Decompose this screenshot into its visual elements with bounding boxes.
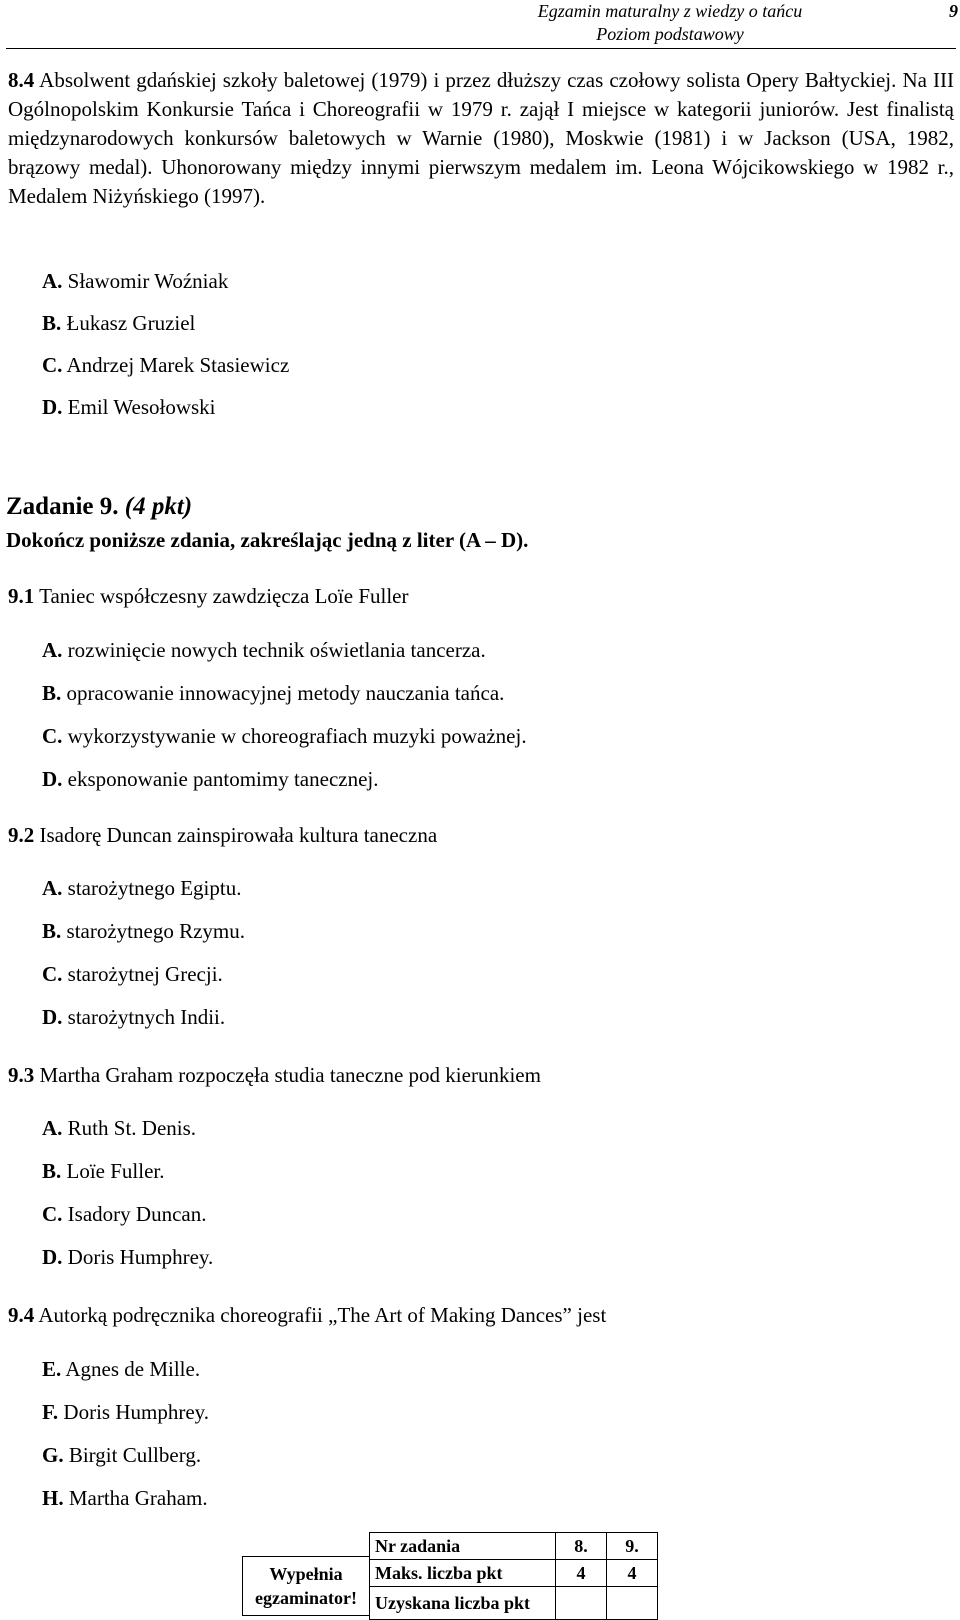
question-number: 9.2 xyxy=(8,823,35,847)
option-letter: C. xyxy=(42,1202,63,1226)
option-text: Birgit Cullberg. xyxy=(68,1443,202,1467)
option-9-4-f[interactable] xyxy=(42,1398,209,1426)
option-8-4-c[interactable] xyxy=(42,351,289,379)
task-points: (4 pkt) xyxy=(124,493,193,520)
option-9-2-d[interactable] xyxy=(42,1003,225,1031)
option-text: starożytnej Grecji. xyxy=(67,962,223,986)
question-9-4 xyxy=(8,1301,606,1329)
examiner-line-1: Wypełnia xyxy=(269,1564,343,1584)
option-letter: C. xyxy=(42,724,63,748)
option-letter: G. xyxy=(42,1443,64,1467)
option-letter: F. xyxy=(42,1400,59,1424)
option-letter: D. xyxy=(42,767,63,791)
option-letter: A. xyxy=(42,638,63,662)
option-text: Isadory Duncan. xyxy=(67,1202,207,1226)
option-letter: D. xyxy=(42,1245,63,1269)
question-text: Absolwent gdańskiej szkoły baletowej (1979) i przez dłuższy czas czołowy solista Opery Bałtyckiej. Na III Ogólnopolskim Konkursie Tańca i Choreografii w 1979 r. zajął I miejsce w kategorii juniorów. Jest finalistą międzynarodowych konkursów baletowych w Warnie (1980), Moskwie (1981) i w Jackson (USA, 1982, brązowy medal). Uhonorowany między innymi pierwszym medalem im. Leona Wójcikowskiego w 1982 r., Medalem Niżyńskiego (1997). xyxy=(8,68,955,208)
option-9-1-c[interactable] xyxy=(42,722,527,750)
option-9-2-a[interactable] xyxy=(42,874,241,902)
score-cell: 8. xyxy=(556,1533,607,1560)
question-number: 9.3 xyxy=(8,1063,35,1087)
question-8-4 xyxy=(8,66,954,211)
option-text: Doris Humphrey. xyxy=(67,1245,214,1269)
option-letter: E. xyxy=(42,1357,62,1381)
option-letter: C. xyxy=(42,962,63,986)
option-9-3-c[interactable] xyxy=(42,1200,206,1228)
option-letter: B. xyxy=(42,919,62,943)
option-text: eksponowanie pantomimy tanecznej. xyxy=(67,767,379,791)
option-letter: A. xyxy=(42,876,63,900)
option-9-1-d[interactable] xyxy=(42,765,379,793)
examiner-line-2: egzaminator! xyxy=(255,1588,357,1608)
question-9-3 xyxy=(8,1061,541,1089)
option-8-4-a[interactable] xyxy=(42,267,228,295)
score-cell: 4 xyxy=(556,1560,607,1587)
question-text: Autorką podręcznika choreografii „The Art of Making Dances” jest xyxy=(38,1303,607,1327)
option-letter: D. xyxy=(42,395,63,419)
option-text: Łukasz Gruziel xyxy=(66,311,196,335)
option-9-4-g[interactable] xyxy=(42,1441,201,1469)
option-9-3-d[interactable] xyxy=(42,1243,213,1271)
option-letter: B. xyxy=(42,311,62,335)
option-8-4-d[interactable] xyxy=(42,393,216,421)
page-header xyxy=(0,0,960,48)
score-row-label: Nr zadania xyxy=(370,1533,556,1560)
question-9-1 xyxy=(8,582,408,610)
option-text: starożytnego Egiptu. xyxy=(67,876,242,900)
header-subtitle: Poziom podstawowy xyxy=(596,24,744,44)
option-text: Emil Wesołowski xyxy=(67,395,216,419)
option-letter: A. xyxy=(42,1116,63,1140)
score-cell: 9. xyxy=(607,1533,658,1560)
option-text: Doris Humphrey. xyxy=(63,1400,210,1424)
option-text: Martha Graham. xyxy=(68,1486,208,1510)
option-letter: B. xyxy=(42,1159,62,1183)
option-letter: H. xyxy=(42,1486,64,1510)
option-text: Loïe Fuller. xyxy=(66,1159,165,1183)
option-text: Agnes de Mille. xyxy=(65,1357,201,1381)
option-letter: B. xyxy=(42,681,62,705)
examiner-label xyxy=(242,1556,370,1616)
option-text: rozwinięcie nowych technik oświetlania tancerza. xyxy=(67,638,486,662)
option-9-3-b[interactable] xyxy=(42,1157,165,1185)
option-text: opracowanie innowacyjnej metody nauczania tańca. xyxy=(66,681,505,705)
score-cell: 4 xyxy=(607,1560,658,1587)
option-letter: D. xyxy=(42,1005,63,1029)
option-9-2-b[interactable] xyxy=(42,917,245,945)
score-table xyxy=(369,1532,658,1620)
score-row-task-numbers xyxy=(370,1533,658,1560)
option-9-1-a[interactable] xyxy=(42,636,486,664)
option-9-1-b[interactable] xyxy=(42,679,504,707)
question-number: 8.4 xyxy=(8,68,35,92)
option-text: Sławomir Woźniak xyxy=(67,269,229,293)
option-letter: A. xyxy=(42,269,63,293)
question-number: 9.4 xyxy=(8,1303,35,1327)
score-row-label: Maks. liczba pkt xyxy=(370,1560,556,1587)
option-text: wykorzystywanie w choreografiach muzyki poważnej. xyxy=(67,724,527,748)
task-instruction: Dokończ poniższe zdania, zakreślając jedną z liter (A – D). xyxy=(6,528,529,552)
question-9-2 xyxy=(8,821,437,849)
option-9-4-e[interactable] xyxy=(42,1355,200,1383)
header-title: Egzamin maturalny z wiedzy o tańcu xyxy=(537,1,803,21)
question-text: Isadorę Duncan zainspirowała kultura taneczna xyxy=(39,823,438,847)
option-9-3-a[interactable] xyxy=(42,1114,196,1142)
option-letter: C. xyxy=(42,353,63,377)
task-number: Zadanie 9. xyxy=(6,493,119,520)
question-number: 9.1 xyxy=(8,584,35,608)
option-text: starożytnego Rzymu. xyxy=(66,919,245,943)
option-8-4-b[interactable] xyxy=(42,309,195,337)
option-9-4-h[interactable] xyxy=(42,1484,208,1512)
question-text: Taniec współczesny zawdzięcza Loïe Fuller xyxy=(39,584,409,608)
question-text: Martha Graham rozpoczęła studia taneczne pod kierunkiem xyxy=(39,1063,541,1087)
header-divider xyxy=(6,48,956,49)
task-title xyxy=(6,492,192,522)
option-text: Ruth St. Denis. xyxy=(67,1116,197,1140)
option-text: starożytnych Indii. xyxy=(67,1005,226,1029)
score-row-label: Uzyskana liczba pkt xyxy=(370,1587,556,1620)
option-9-2-c[interactable] xyxy=(42,960,223,988)
page-number: 9 xyxy=(949,1,958,21)
option-text: Andrzej Marek Stasiewicz xyxy=(66,353,290,377)
score-row-max-points xyxy=(370,1560,658,1587)
